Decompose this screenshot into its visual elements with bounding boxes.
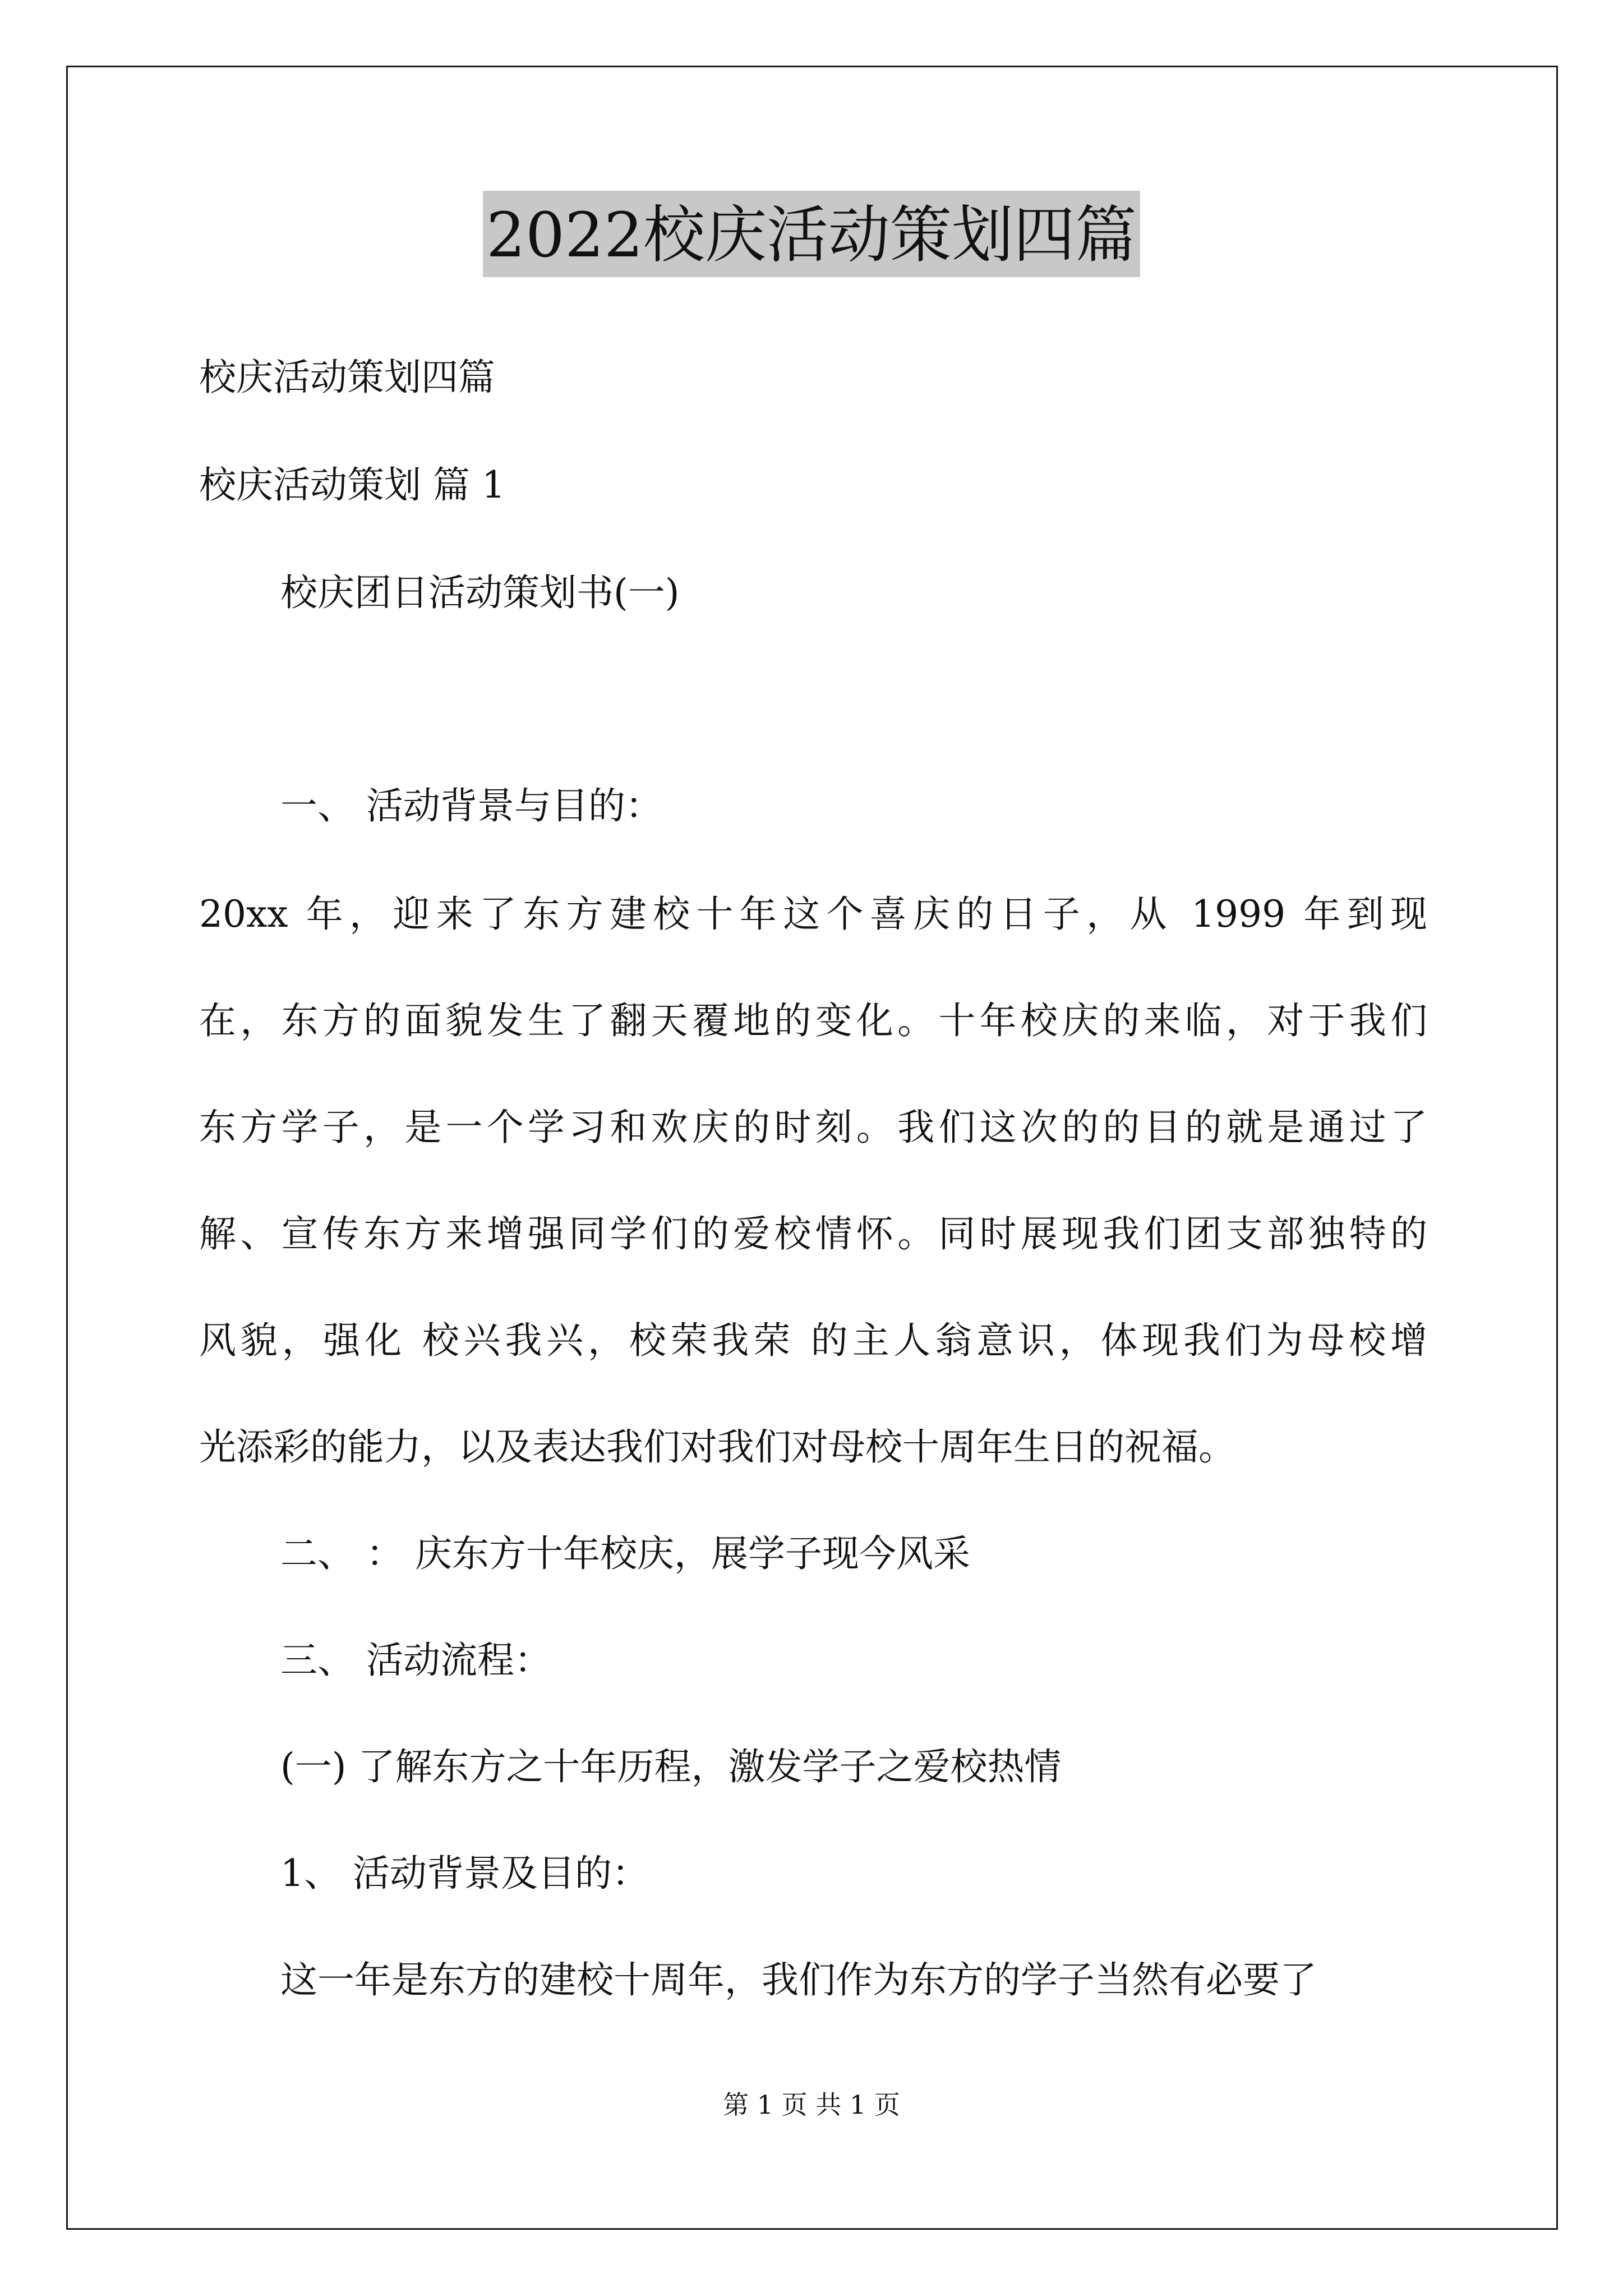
paragraph-line: 在，东方的面貌发生了翻天覆地的变化。十年校庆的来临，对于我们 xyxy=(199,999,1427,1042)
numbered-heading: 1、 活动背景及目的： xyxy=(280,1852,649,1895)
paragraph-line: 光添彩的能力，以及表达我们对我们对母校十周年生日的祝福。 xyxy=(199,1425,1235,1469)
subtitle-line: 校庆活动策划四篇 xyxy=(199,356,495,399)
title-wrapper xyxy=(0,191,1623,277)
document-title: 2022校庆活动策划四篇 xyxy=(483,191,1140,277)
item-heading-3: 三、 活动流程： xyxy=(280,1639,551,1682)
paragraph-line: 这一年是东方的建校十周年，我们作为东方的学子当然有必要了 xyxy=(280,1958,1317,2001)
paragraph-line: 解、宣传东方来增强同学们的爱校情怀。同时展现我们团支部独特的 xyxy=(199,1212,1427,1255)
paragraph-line: 风貌，强化 校兴我兴，校荣我荣 的主人翁意识，体现我们为母校增 xyxy=(199,1319,1427,1362)
sub-heading: (一) 了解东方之十年历程，激发学子之爱校热情 xyxy=(280,1745,1062,1788)
item-heading-1: 一、 活动背景与目的： xyxy=(280,784,662,827)
paragraph-line: 20xx 年，迎来了东方建校十年这个喜庆的日子，从 1999 年到现 xyxy=(199,892,1427,936)
section-heading: 校庆活动策划 篇 1 xyxy=(199,463,505,507)
paragraph-line: 东方学子，是一个学习和欢庆的时刻。我们这次的的目的就是通过了 xyxy=(199,1106,1427,1149)
plan-heading: 校庆团日活动策划书(一) xyxy=(280,571,680,614)
page-footer: 第 1 页 共 1 页 xyxy=(723,2090,900,2120)
item-heading-2: 二、 ： 庆东方十年校庆，展学子现今风采 xyxy=(280,1532,970,1575)
